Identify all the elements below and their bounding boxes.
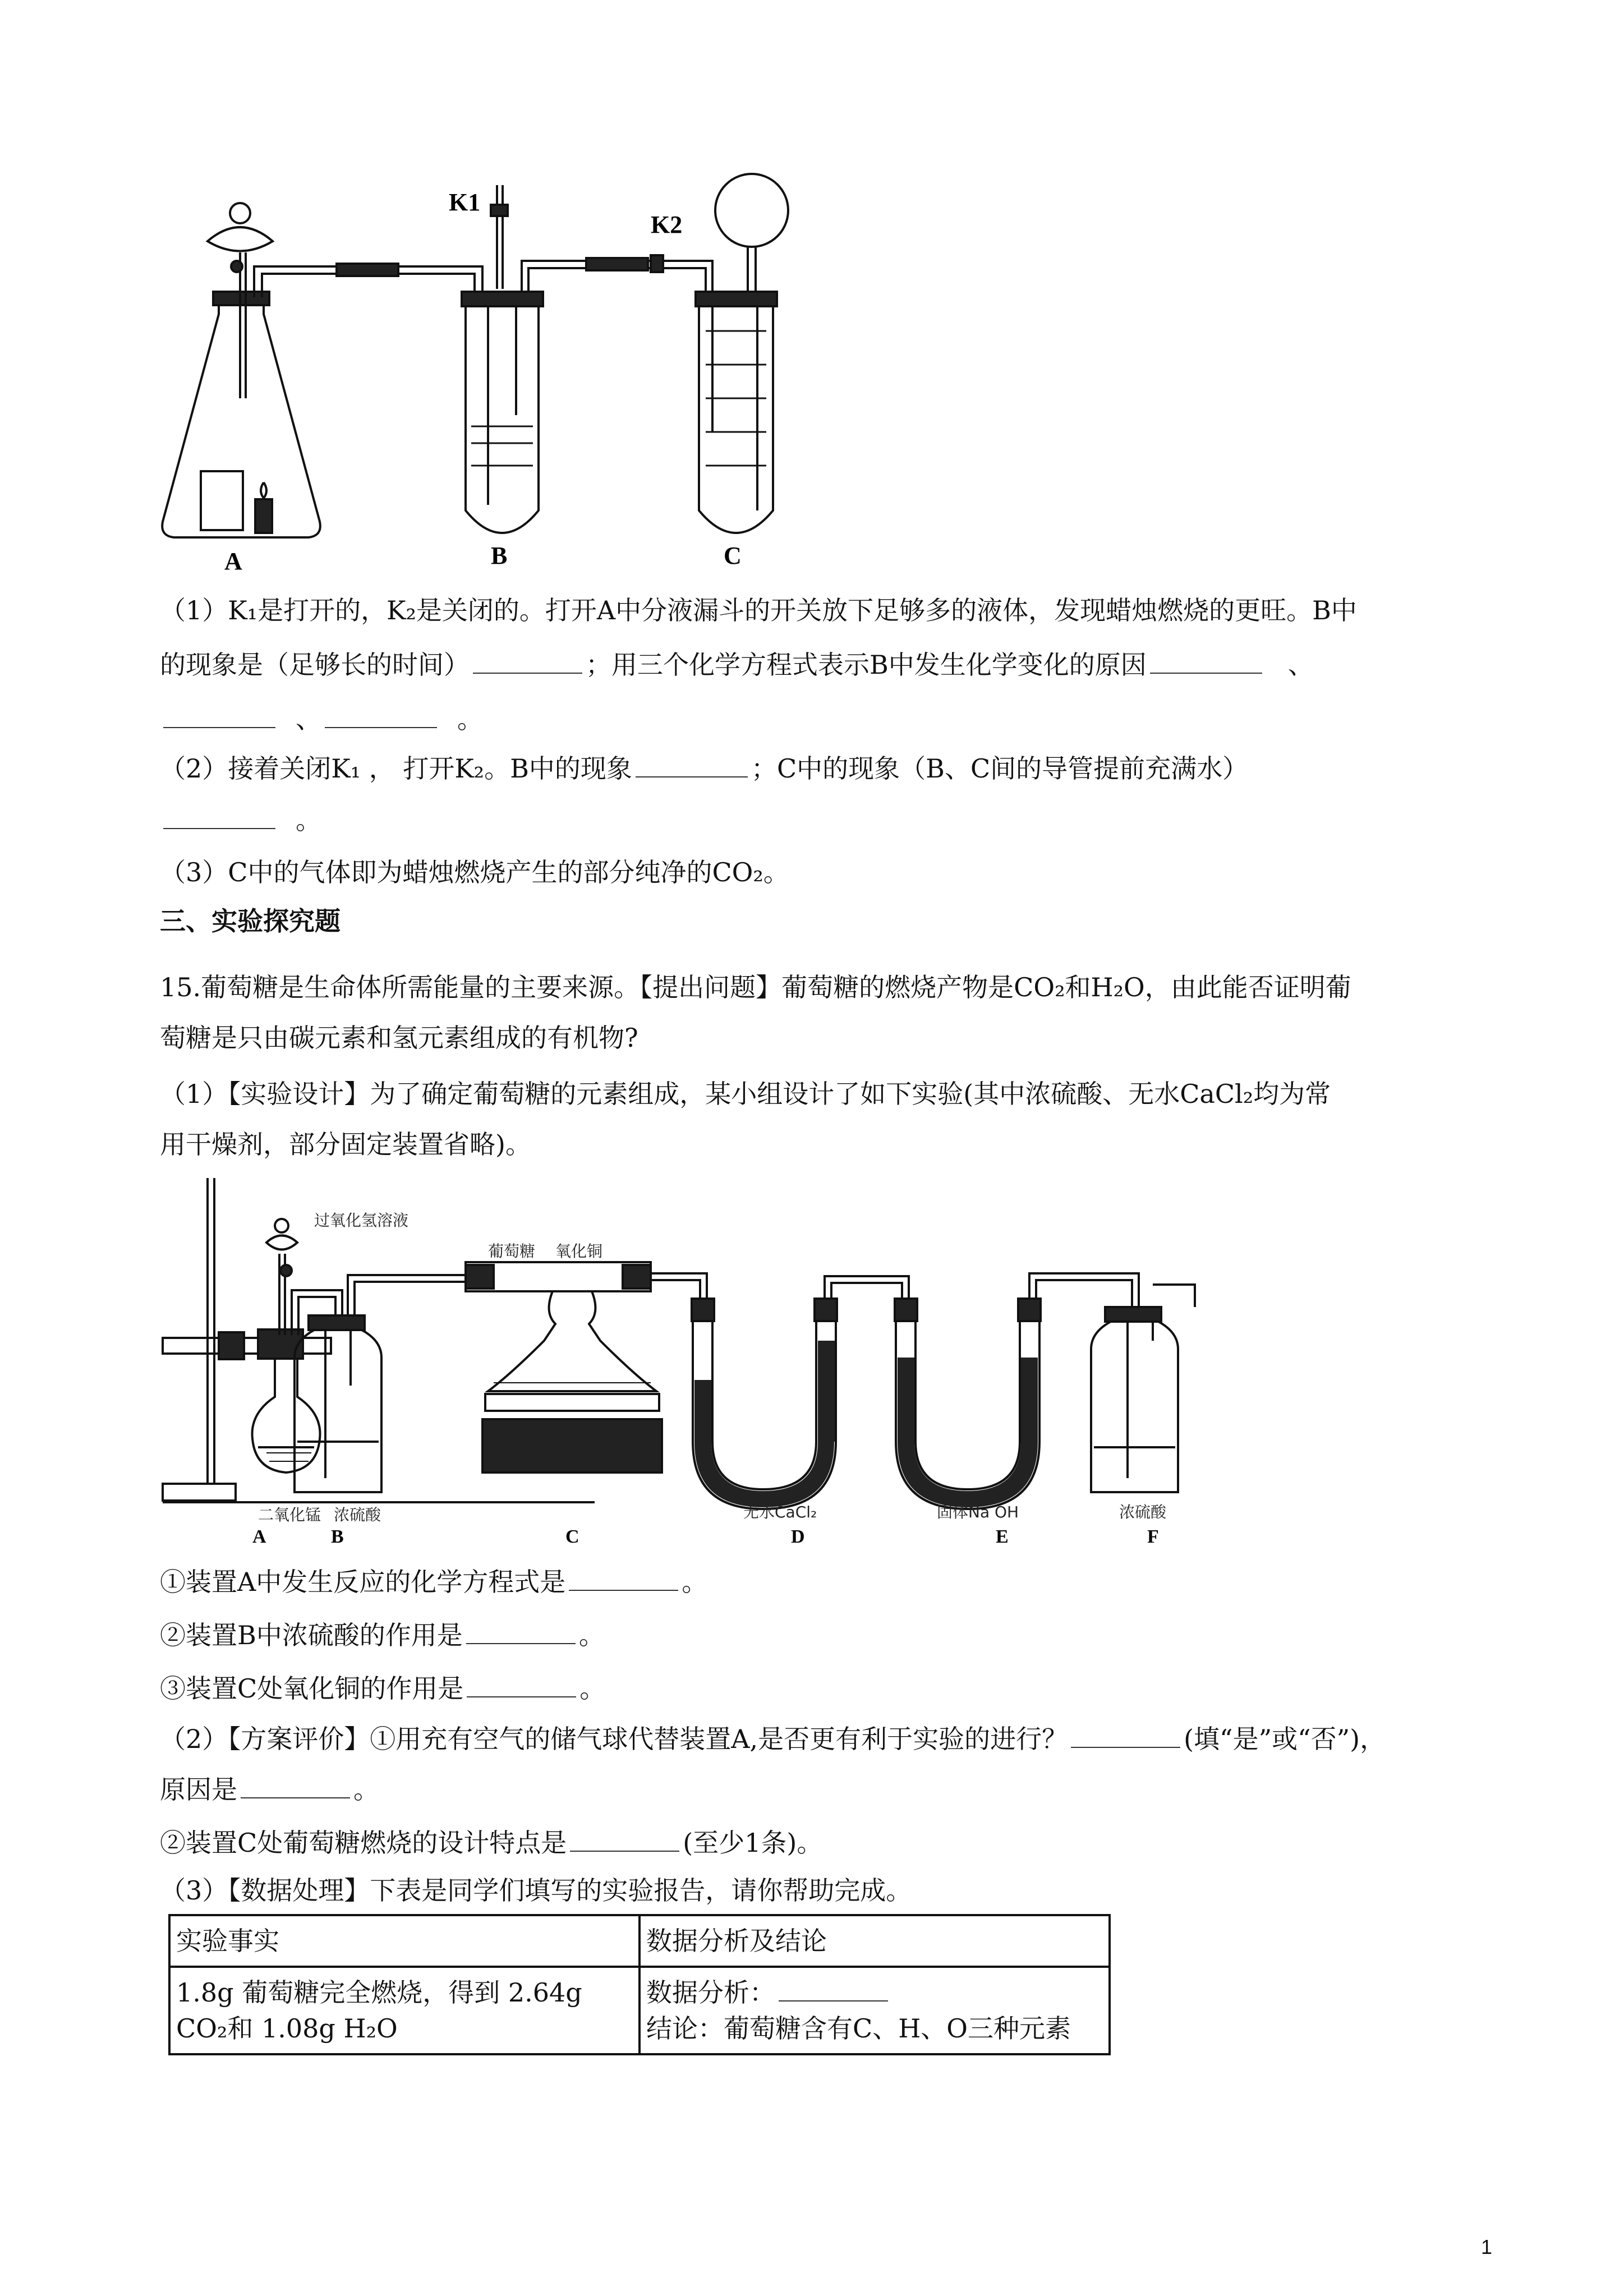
q15-eval-q2-text-b: (至少1条)。 xyxy=(683,1828,823,1858)
glucose-label: 葡萄糖 xyxy=(488,1242,536,1260)
k2-label: K2 xyxy=(651,211,683,238)
answer-blank[interactable] xyxy=(570,1845,679,1852)
period: 。 xyxy=(578,1620,605,1650)
answer-blank[interactable] xyxy=(1071,1741,1180,1748)
sublabel-d: 无水CaCl₂ xyxy=(743,1503,817,1521)
answer-blank[interactable] xyxy=(163,721,275,728)
answer-blank[interactable] xyxy=(569,1584,678,1591)
table-header-cell: 实验事实 xyxy=(169,1915,640,1967)
sublabel-f: 浓硫酸 xyxy=(1119,1503,1167,1521)
q15-intro-line1: 15.葡萄糖是生命体所需能量的主要来源。【提出问题】葡萄糖的燃烧产物是CO₂和H₂O，由此能否证明葡 xyxy=(160,972,1351,1002)
q15-question-3 xyxy=(160,1672,605,1705)
copper-oxide-label: 氧化铜 xyxy=(555,1242,603,1260)
q14-part1-text-d: 、 xyxy=(296,704,321,734)
figure-1-label-a: A xyxy=(224,547,242,575)
fact-line-1: 1.8g 葡萄糖完全燃烧，得到 2.64g xyxy=(176,1977,582,2008)
q14-part1-text-a: 的现象是（足够长的时间） xyxy=(160,650,470,680)
analysis-line xyxy=(646,1975,1103,2010)
figure-2-label-b: B xyxy=(331,1526,344,1547)
q15-question-1-text: ①装置A中发生反应的化学方程式是 xyxy=(160,1567,566,1597)
q14-part1-line2 xyxy=(160,648,1314,682)
period: 。 xyxy=(579,1673,606,1704)
analysis-label: 数据分析： xyxy=(646,1977,775,2008)
q15-question-2-text: ②装置B中浓硫酸的作用是 xyxy=(160,1620,463,1650)
sublabel-b: 浓硫酸 xyxy=(334,1506,381,1524)
q15-question-1 xyxy=(160,1565,707,1599)
answer-blank[interactable] xyxy=(466,1637,576,1644)
section-title: 三、实验探究题 xyxy=(160,906,341,936)
table-header-row xyxy=(169,1915,1110,1967)
figure-2-label-f: F xyxy=(1147,1526,1159,1547)
answer-blank[interactable] xyxy=(163,822,275,829)
answer-blank[interactable] xyxy=(325,721,437,728)
table-cell-fact xyxy=(169,1967,640,2054)
q14-part2-line2 xyxy=(160,803,321,837)
table-row xyxy=(169,1967,1110,2054)
q15-data-line: （3）【数据处理】下表是同学们填写的实验报告，请你帮助完成。 xyxy=(160,1875,912,1906)
q14-part1-text-e: 。 xyxy=(457,704,483,734)
sublabel-a: 二氧化锰 xyxy=(258,1506,321,1524)
q14-part2-text-b: ；C中的现象（B、C间的导管提前充满水） xyxy=(751,753,1249,784)
k1-label: K1 xyxy=(449,188,481,216)
answer-blank[interactable] xyxy=(1150,667,1262,674)
figure-2-label-a: A xyxy=(252,1526,266,1547)
figure-2-label-c: C xyxy=(565,1526,579,1547)
conclusion-line: 结论：葡萄糖含有C、H、O三种元素 xyxy=(646,2013,1071,2044)
fact-line-2: CO₂和 1.08g H₂O xyxy=(176,2013,398,2044)
table-cell-analysis xyxy=(640,1967,1110,2054)
figure-1-label-c: C xyxy=(724,542,742,569)
q14-part2-text-a: （2）接着关闭K₁ ， 打开K₂。B中的现象 xyxy=(160,753,632,784)
figure-2-label-d: D xyxy=(791,1526,805,1547)
q15-eval-text-b: (填“是”或“否”)， xyxy=(1184,1724,1386,1754)
q14-part3: （3）C中的气体即为蜡烛燃烧产生的部分纯净的CO₂。 xyxy=(160,857,789,887)
figure-1-label-b: B xyxy=(491,542,508,569)
q15-eval-line2 xyxy=(160,1773,379,1806)
q14-part1-line1: （1）K₁是打开的，K₂是关闭的。打开A中分液漏斗的开关放下足够多的液体，发现蜡烛燃烧的更旺。B中 xyxy=(160,595,1357,625)
table-header-cell: 数据分析及结论 xyxy=(640,1915,1110,1967)
q15-eval-q2 xyxy=(160,1826,822,1860)
q14-part2-line1 xyxy=(160,752,1248,785)
answer-blank[interactable] xyxy=(473,667,582,674)
q14-part1-text-c: 、 xyxy=(1287,650,1314,680)
q15-intro-line2: 萄糖是只由碳元素和氢元素组成的有机物? xyxy=(160,1023,638,1053)
figure-2-apparatus xyxy=(151,1172,1217,1554)
q15-eval-line1 xyxy=(160,1722,1386,1756)
q15-question-2 xyxy=(160,1618,605,1652)
answer-blank[interactable] xyxy=(779,1995,888,2001)
q15-eval-text-c: 原因是 xyxy=(160,1774,237,1805)
q14-part2-text-c: 。 xyxy=(296,805,321,835)
answer-blank[interactable] xyxy=(241,1792,350,1798)
q15-design-line1: （1）【实验设计】为了确定葡萄糖的元素组成，某小组设计了如下实验(其中浓硫酸、无水CaCl₂均为常 xyxy=(160,1079,1331,1109)
page-number: 1 xyxy=(1480,2235,1492,2258)
answer-blank[interactable] xyxy=(636,771,748,777)
figure-2-label-e: E xyxy=(996,1526,1009,1547)
period: 。 xyxy=(682,1567,708,1597)
q14-part1-line3 xyxy=(160,702,483,736)
q15-eval-text-a: （2）【方案评价】①用充有空气的储气球代替装置A,是否更有利于实验的进行？ xyxy=(160,1724,1068,1754)
figure-1-apparatus xyxy=(151,163,813,589)
hydrogen-peroxide-label: 过氧化氢溶液 xyxy=(314,1211,409,1230)
q14-part1-text-b: ；用三个化学方程式表示B中发生化学变化的原因 xyxy=(586,650,1147,680)
q15-question-3-text: ③装置C处氧化铜的作用是 xyxy=(160,1673,464,1704)
q15-eval-q2-text-a: ②装置C处葡萄糖燃烧的设计特点是 xyxy=(160,1828,567,1858)
sublabel-e: 固体Na OH xyxy=(937,1503,1019,1521)
experiment-report-table xyxy=(168,1914,1111,2055)
q15-design-line2: 用干燥剂，部分固定装置省略)。 xyxy=(160,1129,531,1159)
period: 。 xyxy=(353,1774,379,1805)
answer-blank[interactable] xyxy=(467,1691,576,1697)
